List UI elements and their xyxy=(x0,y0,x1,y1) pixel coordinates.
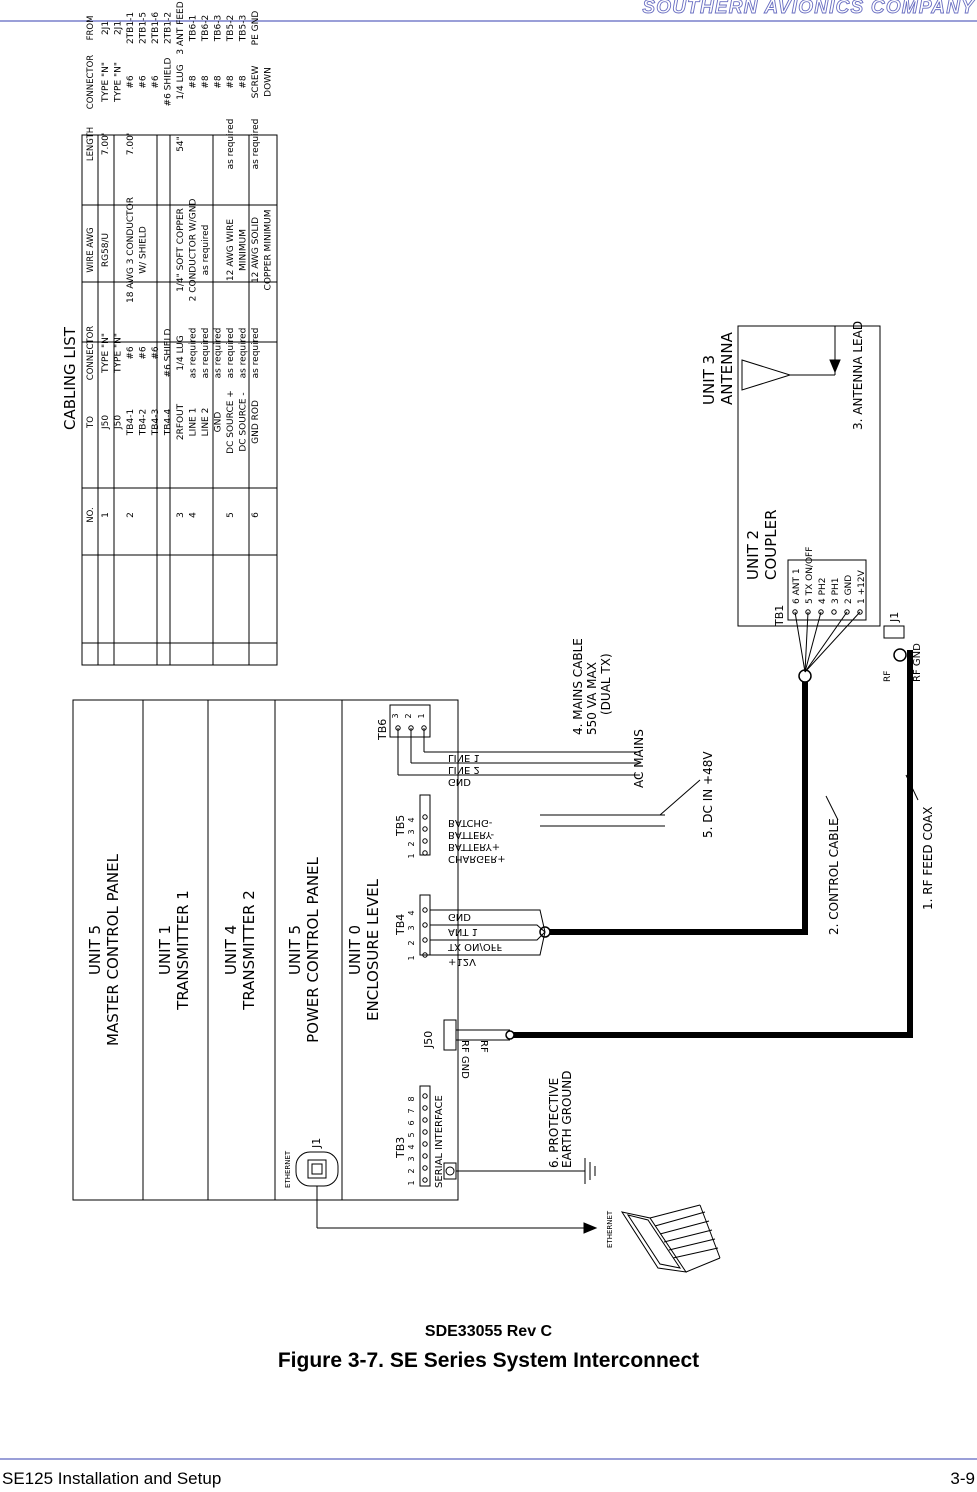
coupler-j1-label: J1 xyxy=(888,611,901,622)
table-cell: 1/4" SOFT COPPER xyxy=(176,208,186,292)
tb4-pins xyxy=(407,908,427,961)
tb4-pin-number: 3 xyxy=(407,925,416,931)
unit-name-label: MASTER CONTROL PANEL xyxy=(104,854,122,1046)
pe-label-2: EARTH GROUND xyxy=(560,1070,574,1168)
mains-and-dc-wiring xyxy=(398,728,700,826)
table-cell: as required xyxy=(201,224,211,276)
table-cell: TB4-2 xyxy=(138,408,149,436)
tb6-pins xyxy=(391,713,426,730)
table-cell: #6 SHIELD xyxy=(163,328,174,378)
mains-cable-label: 4. MAINS CABLE xyxy=(571,638,585,735)
tb6-pin-number: 3 xyxy=(391,713,400,719)
table-cell: TB4-1 xyxy=(126,408,136,436)
tb3-pin xyxy=(423,1178,427,1182)
table-cell: as required xyxy=(188,327,199,379)
table-cell: as required xyxy=(226,327,236,379)
table-cell: 1/4 LUG xyxy=(176,335,186,371)
tb5-signal-label: BATTERY- xyxy=(448,829,495,840)
cabling-list-title: CABLING LIST xyxy=(61,327,79,430)
coupler-pin-label: 1 +12V xyxy=(857,570,867,604)
table-cell: TYPE "N" xyxy=(113,333,124,373)
tb4-pin xyxy=(423,938,427,942)
unit-number-label: UNIT 5 xyxy=(286,924,304,976)
j50-label: J50 xyxy=(422,1030,435,1048)
tb3-pin xyxy=(423,1166,427,1170)
tb4-signal-label: GND xyxy=(448,911,471,922)
table-cell: J50 xyxy=(113,414,124,430)
table-cell: COPPER MINIMUM xyxy=(263,209,274,291)
table-cell: TYPE "N" xyxy=(101,333,111,373)
coupler-pin xyxy=(832,610,836,614)
table-cell: TYPE "N" xyxy=(113,62,124,102)
table-cell: DOWN xyxy=(263,67,274,97)
rf-feed-coax xyxy=(506,649,910,1039)
table-cell: #8 xyxy=(188,75,199,89)
table-cell: 2J1 xyxy=(113,20,124,36)
table-cell: #6 xyxy=(138,346,149,360)
tb4-signals xyxy=(447,911,502,967)
table-cell: TB5-2 xyxy=(226,14,236,42)
coupler-pin-label: 2 GND xyxy=(844,574,854,604)
tb5-pin-number: 3 xyxy=(407,829,416,835)
table-header-cell: CONNECTOR xyxy=(86,54,96,110)
antenna-lead-label: 3. ANTENNA LEAD xyxy=(851,320,865,430)
coupler-tb1-label: TB1 xyxy=(773,604,786,626)
control-cable-label: 2. CONTROL CABLE xyxy=(827,818,841,935)
unit-number-label: UNIT 0 xyxy=(346,924,364,976)
tb5-pin xyxy=(423,827,427,831)
dc-in-label: 5. DC IN +48V xyxy=(701,751,715,838)
unit-number-label: UNIT 1 xyxy=(156,924,174,976)
tb4-signal-label: ANT 1 xyxy=(448,926,478,937)
figure-caption: Figure 3-7. SE Series System Interconnect xyxy=(277,1349,700,1372)
table-cell: TB4-4 xyxy=(163,408,174,436)
coupler-pin-label: 5 TX ON/OFF xyxy=(805,546,815,604)
table-cell: LINE 2 xyxy=(201,407,211,437)
table-cell: 1/4 LUG xyxy=(176,64,186,100)
coupler-pins xyxy=(792,547,867,615)
tb3-pin xyxy=(423,1106,427,1110)
table-cell: 2TB1-2 xyxy=(163,11,174,45)
table-cell: #8 xyxy=(226,75,236,89)
table-cell: GND xyxy=(213,411,224,433)
tb6-pin-number: 1 xyxy=(417,713,426,719)
unit-name-label: POWER CONTROL PANEL xyxy=(304,857,322,1043)
tb4-pin xyxy=(423,908,427,912)
table-cell: 2TB1-6 xyxy=(151,11,161,45)
tb5-pin-number: 1 xyxy=(407,853,416,859)
unit-number-label: UNIT 5 xyxy=(86,924,104,976)
tb5-pin-number: 2 xyxy=(407,841,416,847)
table-header-cell: NO. xyxy=(86,507,96,523)
antenna-name-label: ANTENNA xyxy=(718,332,736,405)
tb3-pin-number: 8 xyxy=(407,1096,416,1102)
tb3-pin-number: 4 xyxy=(407,1144,416,1150)
cable-callouts xyxy=(826,775,918,820)
table-cell: 2RFOUT xyxy=(176,403,186,441)
table-cell: SCREW xyxy=(251,65,261,99)
tb3-pin-number: 1 xyxy=(407,1180,416,1186)
table-cell: 1 xyxy=(101,512,111,518)
tb4-terminal-block xyxy=(420,895,430,955)
tb3-pin xyxy=(423,1094,427,1098)
j50-connector xyxy=(444,1020,510,1050)
tb4-label: TB4 xyxy=(394,913,407,935)
table-cell: as required xyxy=(201,327,211,379)
table-cell: #8 xyxy=(201,75,211,89)
tb5-label: TB5 xyxy=(394,814,407,836)
table-cell: TB4-3 xyxy=(151,408,161,436)
table-cell: #6 xyxy=(126,346,136,360)
ethernet-j1-connector xyxy=(296,1152,338,1186)
tb3-pin-number: 7 xyxy=(407,1108,416,1114)
ethernet-cable xyxy=(317,1186,596,1233)
table-cell: 4 xyxy=(188,512,199,518)
footer-page-number: 3-9 xyxy=(950,1469,975,1488)
table-cell: TB6-1 xyxy=(188,14,199,42)
mains-dualtx-label: (DUAL TX) xyxy=(599,653,613,715)
laptop-ethernet-label: ETHERNET xyxy=(606,1210,614,1248)
table-cell: PE GND xyxy=(251,10,261,46)
tb4-pin xyxy=(423,923,427,927)
mains-labels xyxy=(571,638,715,838)
document-number: SDE33055 Rev C xyxy=(424,1323,553,1340)
table-cell: TB6-2 xyxy=(201,14,211,42)
table-cell: as required xyxy=(226,118,236,170)
header-brand: SOUTHERN AVIONICS COMPANY xyxy=(642,0,975,18)
table-header-cell: LENGTH xyxy=(86,126,96,162)
tb3-pin-number: 5 xyxy=(407,1132,416,1138)
tb5-signal-label: CHARGER+ xyxy=(448,853,506,864)
tb6-signal-label: LINE 2 xyxy=(448,764,480,775)
tb3-pins xyxy=(407,1094,427,1186)
table-cell: 6 xyxy=(251,512,261,518)
footer-document-title: SE125 Installation and Setup xyxy=(2,1469,222,1488)
tb3-pin xyxy=(423,1142,427,1146)
coupler-pin-label: 6 ANT 1 xyxy=(792,568,802,604)
table-cell: 3 xyxy=(176,512,186,518)
footer-rule xyxy=(0,1458,977,1460)
tb6-pin-number: 2 xyxy=(404,713,413,719)
table-cell: #8 xyxy=(213,75,224,89)
table-cell: MINIMUM xyxy=(238,229,249,271)
table-header-cell: FROM xyxy=(86,15,96,41)
tb5-pins xyxy=(407,815,427,859)
table-cell: W/ SHIELD xyxy=(138,226,149,274)
table-cell: 2J1 xyxy=(101,20,111,36)
table-cell: #6 xyxy=(138,75,149,89)
unit-name-label: TRANSMITTER 2 xyxy=(240,890,258,1010)
antenna-icon xyxy=(742,326,840,390)
table-cell: #6 xyxy=(151,75,161,89)
tb6-signal-label: GND xyxy=(448,776,471,787)
table-cell: 2 CONDUCTOR W/GND xyxy=(188,198,199,302)
tb5-signals xyxy=(448,817,506,864)
unit-labels xyxy=(86,853,382,1046)
table-cell: as required xyxy=(213,327,224,379)
table-cell: 12 AWG SOLID xyxy=(251,216,261,284)
table-cell: RG58/U xyxy=(101,232,111,268)
table-cell: 2TB1-1 xyxy=(126,11,136,45)
table-cell: 18 AWG 3 CONDUCTOR xyxy=(126,196,136,304)
tb5-pin xyxy=(423,815,427,819)
tb3-label: TB3 xyxy=(394,1136,407,1158)
table-cell: #6 xyxy=(151,346,161,360)
j50-rf-gnd-label: RF GND xyxy=(459,1040,470,1079)
tb6-signals xyxy=(448,752,480,787)
table-cell: J50 xyxy=(101,414,111,430)
table-cell: 3 ANT FEED xyxy=(176,1,186,55)
table-cell: as required xyxy=(251,327,261,379)
table-header-cell: TO xyxy=(86,416,96,428)
tb3-pin-number: 6 xyxy=(407,1120,416,1126)
tb6-label: TB6 xyxy=(376,718,389,740)
coupler-pin-label: 4 PH2 xyxy=(818,577,828,604)
table-header-cell: WIRE AWG xyxy=(86,227,96,273)
protective-earth-ground xyxy=(456,1158,595,1184)
table-cell: #6 xyxy=(126,75,136,89)
table-cell: #6 SHIELD xyxy=(163,57,174,107)
tb5-pin xyxy=(423,839,427,843)
table-cell: 2 xyxy=(126,512,136,518)
pe-label-1: 6. PROTECTIVE xyxy=(547,1077,561,1168)
table-cell: 54" xyxy=(176,136,186,152)
rf-feed-coax-label: 1. RF FEED COAX xyxy=(921,806,935,910)
serial-interface-label: SERIAL INTERFACE xyxy=(434,1095,445,1188)
table-cell: TB5-3 xyxy=(238,14,249,42)
tb3-pin xyxy=(423,1130,427,1134)
unit-name-label: TRANSMITTER 1 xyxy=(174,890,192,1010)
tb5-pin-number: 4 xyxy=(407,817,416,823)
table-cell: DC SOURCE + xyxy=(226,390,236,454)
tb4-signal-label: TX ON/OFF xyxy=(448,941,503,952)
antenna-unit-label: UNIT 3 xyxy=(700,354,718,405)
mains-va-label: 550 VA MAX xyxy=(585,662,599,735)
j50-rf-label: RF xyxy=(478,1040,489,1053)
tb3-pin-number: 2 xyxy=(407,1168,416,1174)
table-cell: 5 xyxy=(226,512,236,518)
coupler-rf-label: RF xyxy=(883,670,893,682)
table-header-cell: CONNECTOR xyxy=(86,325,96,381)
tb4-signal-label: +12V xyxy=(448,956,476,967)
coupler-pin-label: 3 PH1 xyxy=(831,577,841,604)
table-cell: DC SOURCE - xyxy=(238,392,249,452)
tb5-terminal-block xyxy=(420,795,430,855)
unit-number-label: UNIT 4 xyxy=(222,924,240,976)
table-cell: TB6-3 xyxy=(213,14,224,42)
coupler-rf-gnd-label: RF GND xyxy=(912,643,923,682)
table-cell: as required xyxy=(251,118,261,170)
laptop-icon xyxy=(622,1205,720,1272)
table-cell: #8 xyxy=(238,75,249,89)
table-cell: 2TB1-5 xyxy=(138,11,149,45)
coupler-name-label: COUPLER xyxy=(762,509,780,580)
table-cell: TYPE "N" xyxy=(101,62,111,102)
table-cell: GND ROD xyxy=(251,400,261,444)
tb5-signal-label: BATCHG- xyxy=(448,817,493,828)
tb3-pin xyxy=(423,1118,427,1122)
table-cell: 12 AWG WIRE xyxy=(226,218,236,282)
coupler-unit-label: UNIT 2 xyxy=(744,529,762,580)
tb5-signal-label: BATTERY+ xyxy=(448,841,501,852)
tb6-signal-label: LINE 1 xyxy=(448,752,480,763)
ac-mains-label: AC MAINS xyxy=(632,729,646,788)
j1-label: J1 xyxy=(310,1137,323,1148)
table-cell: 7.00' xyxy=(126,132,136,156)
unit-name-label: ENCLOSURE LEVEL xyxy=(364,879,382,1021)
ethernet-label: ETHERNET xyxy=(284,1150,292,1188)
table-cell: 7.00' xyxy=(101,132,111,156)
table-cell: as required xyxy=(238,327,249,379)
tb4-pin-number: 4 xyxy=(407,910,416,916)
tb4-pin-number: 1 xyxy=(407,955,416,961)
tb4-pin-number: 2 xyxy=(407,940,416,946)
table-cell: LINE 1 xyxy=(188,407,199,437)
tb3-pin xyxy=(423,1154,427,1158)
tb3-pin-number: 3 xyxy=(407,1156,416,1162)
